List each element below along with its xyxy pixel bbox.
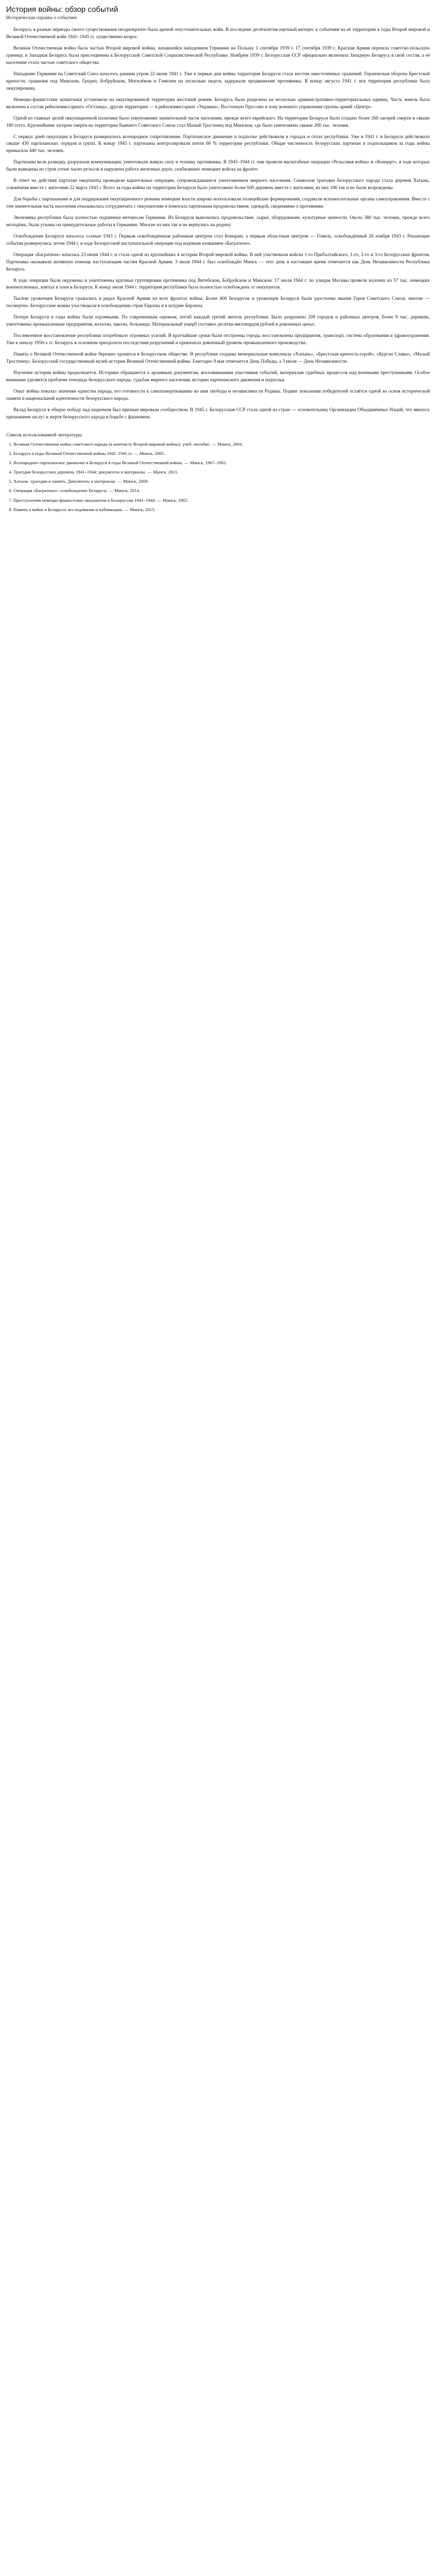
reference-item: 4. Трагедия белорусских деревень 1941–1944: документы и материалы. — Минск, 2011. [13, 469, 430, 476]
paragraph: Освобождение Беларуси началось осенью 1943 г. Первым освобождённым районным центром стал Комарин, а первым областным центром — Гомель, освобождённый 26 ноября 1943 г. Решающие события развернулись летом 1944 г. в ходе Белорусской наступательной операции под кодовым названием «Багратион». [6, 233, 430, 246]
reference-item: 5. Хатынь: трагедия и память. Документы и материалы. — Минск, 2009. [13, 478, 430, 485]
paragraph: Опыт войны показал значение единства народа, его готовности к самопожертвованию во имя свободы и независимости Родины. Подвиг поколения победителей остаётся одной из основ исторической памяти и национальной идентичности белорусского народа. [6, 388, 430, 401]
paragraph: Операция «Багратион» началась 23 июня 1944 г. и стала одной из крупнейших в истории Второй мировой войны. В ней участвовали войска 1-го Прибалтийского, 1-го, 2-го и 3-го Белорусских фронтов. Партизаны оказывали активную помощь наступающим частям Красной Армии. 3 июля 1944 г. был освобождён Минск — этот день в настоящее время отмечается как День Независимости Республики Беларусь. [6, 252, 430, 272]
paragraph: Вклад Беларуси в общую победу над нацизмом был признан мировым сообществом. В 1945 г. Белорусская ССР стала одной из стран — основательниц Организации Объединённых Наций, что явилось признанием заслуг и жертв белорусского народа в борьбе с фашизмом. [6, 407, 430, 420]
references-list [6, 441, 430, 514]
article-body [6, 27, 430, 421]
paragraph: Одной из главных целей оккупационной политики было уничтожение значительной части населения, прежде всего еврейского. На территории Беларуси было создано более 260 лагерей смерти и свыше 180 гетто. Крупнейшим лагерем смерти на территории бывшего Советского Союза стал Малый Тростенец под Минском, где было уничтожено свыше 200 тыс. человек. [6, 115, 430, 128]
paragraph: Партизаны вели разведку, разрушали коммуникации, уничтожали живую силу и технику противника. В 1943–1944 гг. они провели масштабные операции «Рельсовая война» и «Концерт», в ходе которых были выведены из строя сотни тысяч рельсов и нарушена работа железных дорог, снабжавших немецкие войска на фронте. [6, 160, 430, 173]
paragraph: Потери Беларуси в годы войны были огромными. По современным оценкам, погиб каждый третий житель республики. Было разрушено 209 городов и районных центров, более 9 тыс. деревень, уничтожены промышленные предприятия, колхозы, школы, больницы. Материальный ущерб составил десятки миллиардов рублей в довоенных ценах. [6, 315, 430, 328]
paragraph: Экономика республики была полностью подчинена интересам Германии. Из Беларуси вывозились продовольствие, сырьё, оборудование, культурные ценности. Около 380 тыс. человек, прежде всего молодёжь, были угнаны на принудительные работы в Германию. Многие из них так и не вернулись на родину. [6, 215, 430, 228]
reference-item: 2. Беларусь в годы Великой Отечественной войны 1941–1945 гг. — Минск, 2005. [13, 450, 430, 457]
reference-item: 1. Великая Отечественная война советского народа (в контексте Второй мировой войны): учеб. пособие. — Минск, 2004. [13, 441, 430, 448]
paragraph: Память о Великой Отечественной войне бережно хранится в белорусском обществе. В республике созданы мемориальные комплексы «Хатынь», «Брестская крепость-герой», «Курган Славы», «Малый Тростенец», Белорусский государственный музей истории Великой Отечественной войны. Ежегодно 9 мая отмечается День Победы, а 3 июля — День Независимости. [6, 352, 430, 364]
paragraph: Нападение Германии на Советский Союз началось ранним утром 22 июня 1941 г. Уже в первые дни войны территория Беларуси стала местом ожесточённых сражений. Героическая оборона Брестской крепости, сражения под Минском, Гродно, Бобруйском, Могилёвом и Гомелем на несколько недель задержали продвижение противника. К концу августа 1941 г. вся территория республики была оккупирована. [6, 71, 430, 91]
paragraph: В ответ на действия партизан оккупанты проводили карательные операции, сопровождавшиеся уничтожением мирного населения. Символом трагедии белорусского народа стала деревня Хатынь, сожжённая вместе с жителями 22 марта 1943 г. Всего за годы войны на территории Беларуси было уничтожено более 600 деревень вместе с жителями, из них 186 так и не были возрождены. [6, 178, 430, 191]
reference-item: 6. Операция «Багратион»: освобождение Беларуси. — Минск, 2014. [13, 487, 430, 494]
paragraph: Тысячи уроженцев Беларуси сражались в рядах Красной Армии на всех фронтах войны. Более 400 белорусов и уроженцев Беларуси были удостоены звания Героя Советского Союза, многие — посмертно. Белорусские воины участвовали в освобождении стран Европы и в штурме Берлина. [6, 296, 430, 309]
paragraph: Немецко-фашистские захватчики установили на оккупированной территории жестокий режим. Беларусь была разделена на несколько административно-территориальных единиц. Часть земель была включена в состав рейхскомиссариата «Остланд», другие территории — в рейхскомиссариат «Украина», Восточную Пруссию и зону военного управления группы армий «Центр». [6, 97, 430, 110]
document-title: История войны: обзор событий [6, 5, 118, 14]
reference-item: 3. Всенародное партизанское движение в Беларуси в годы Великой Отечественной войны. — Минск, 1967–1982. [13, 460, 430, 466]
paragraph: Беларусь в разные периоды своего существования неоднократно была ареной опустошительных войн. В последние десятилетия научный интерес к событиям на её территории в годы Второй мировой и Великой Отечественной войн 1941–1945 гг. существенно возрос. [6, 27, 430, 40]
reference-item: 8. Память о войне в Беларуси: исследования и публикации. — Минск, 2015. [13, 506, 430, 513]
reference-item: 7. Преступления немецко-фашистских оккупантов в Белоруссии 1941–1944. — Минск, 1965. [13, 497, 430, 504]
paragraph: Изучение истории войны продолжается. Историки обращаются к архивным документам, воспоминаниям участников событий, материалам судебных процессов над военными преступниками. Особое внимание уделяется проблеме геноцида белорусского народа, судьбам мирного населения, истории партизанского движения и подполья. [6, 370, 430, 383]
paragraph: С первых дней оккупации в Беларуси развернулось всенародное сопротивление. Партизанское движение и подполье действовали в городах и сёлах республики. Уже в 1941 г. в Беларуси действовало свыше 430 партизанских отрядов и групп. К концу 1943 г. партизаны контролировали почти 60 % территории республики. Общая численность белорусских партизан и подпольщиков за годы войны превысила 440 тыс. человек. [6, 134, 430, 154]
references-title: Список использованной литературы [6, 432, 82, 438]
paragraph: В ходе операции были окружены и уничтожены крупные группировки противника под Витебском, Бобруйском и Минском. 17 июля 1944 г. по улицам Москвы провели колонну из 57 тыс. немецких военнопленных, взятых в плен в Беларуси. К концу июля 1944 г. территория республики была полностью освобождена от оккупантов. [6, 278, 430, 291]
paragraph: Послевоенное восстановление республики потребовало огромных усилий. В кратчайшие сроки были отстроены города, восстановлены предприятия, транспорт, система образования и здравоохранения. Уже к началу 1950-х гг. Беларусь в основном преодолела последствия разрушений и превзошла довоенный уровень промышленного производства. [6, 333, 430, 346]
paragraph: Великая Отечественная война была частью Второй мировой войны, начавшейся нападением Германии на Польшу 1 сентября 1939 г. 17 сентября 1939 г. Красная Армия перешла советско-польскую границу, и Западная Беларусь была присоединена к Белорусской Советской Социалистической Республике. Ноябрём 1939 г. Белорусская ССР официально включила Западную Беларусь в свой состав, а её население стало частью советского общества. [6, 46, 430, 65]
document-subtitle: Историческая справка о событиях [6, 15, 78, 21]
paragraph: Для борьбы с партизанами и для поддержания оккупационного режима немецкие власти широко использовали полицейские формирования, создавали вспомогательные органы самоуправления. Вместе с тем значительная часть населения отказывалась сотрудничать с оккупантами и помогала партизанам продовольствием, одеждой, сведениями о противнике. [6, 197, 430, 209]
